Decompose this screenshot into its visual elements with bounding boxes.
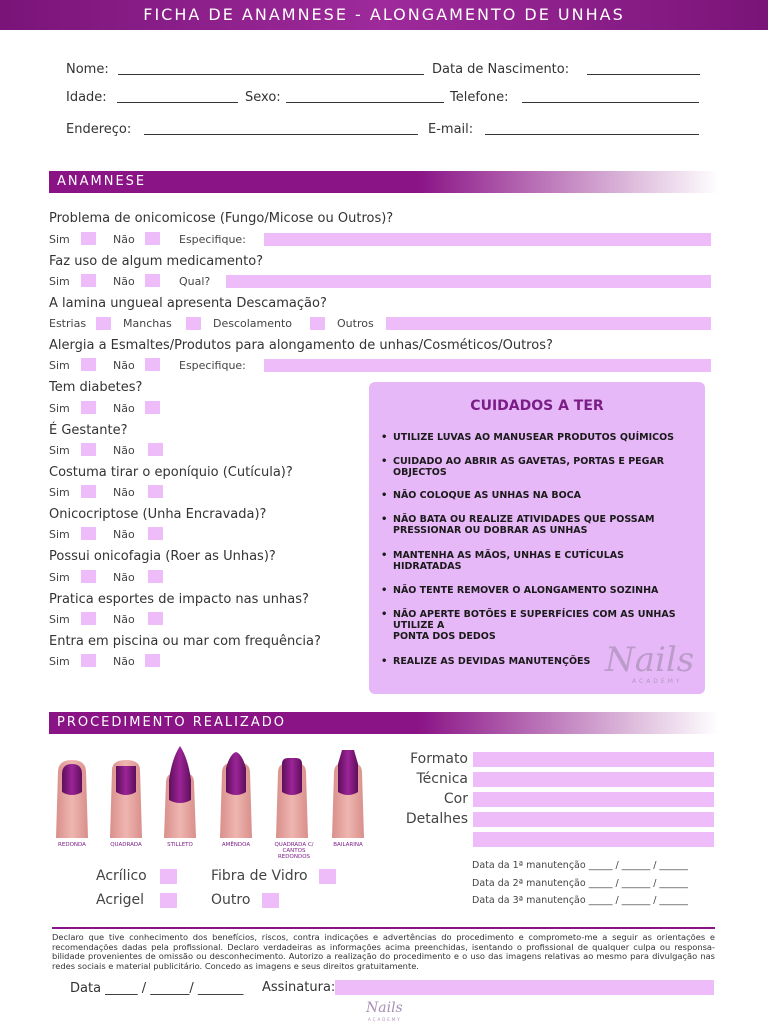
divider [52,927,715,929]
especifique-field[interactable] [264,233,711,246]
option-estrias-label: Estrias [49,317,87,330]
acrilico-label: Acrílico [96,868,147,884]
question-unha-encravada: Onicocriptose (Unha Encravada)? [49,507,267,522]
care-title: CUIDADOS A TER [470,398,604,414]
sexo-label: Sexo: [245,90,281,105]
checkbox-sim[interactable] [81,612,96,625]
checkbox-nao[interactable] [148,527,163,540]
declaration-text: Declaro que tive conhecimento dos benefícios, riscos, contra indicações e advertências do procedimento e comprometo-me a seguir as orientações e recomendações dadas pela profissional. Declaro verdadeiras as informações acima preenchidas, isentando o profissional de qualquer culpa ou responsa- bilidade provenientes de omissão ou desconhecimento. Autorizo a realização do procedimento e o uso das imagens relativas ao mesmo para divulgação nas redes sociais e material publicitário. Concedo as imagens e seus direitos gratuitamente. [52,932,715,971]
question-onicomicose: Problema de onicomicose (Fungo/Micose ou Outros)? [49,211,394,226]
option-sim-label: Sim [49,613,70,626]
option-sim-label: Sim [49,655,70,668]
bullet-icon: • [381,490,388,501]
nome-field[interactable] [118,74,424,75]
nail-label: BAILARINA [333,842,363,848]
endereco-label: Endereço: [66,122,132,137]
maintenance-1: Data da 1ª manutenção _____ / ______ / ______ [472,860,688,871]
maintenance-2: Data da 2ª manutenção _____ / ______ / ______ [472,878,688,889]
option-nao-label: Não [113,402,135,415]
care-item: UTILIZE LUVAS AO MANUSEAR PRODUTOS QUÍMICOS [393,432,675,443]
logo-subtitle: ACADEMY [632,678,683,685]
question-esportes: Pratica esportes de impacto nas unhas? [49,592,309,607]
option-nao-label: Não [113,233,135,246]
fibra-label: Fibra de Vidro [211,868,308,884]
especifique-label: Especifique: [179,359,246,372]
email-field[interactable] [485,134,699,135]
care-item: NÃO APERTE BOTÕES E SUPERFÍCIES COM AS UNHAS UTILIZE A PONTA DOS DEDOS [393,609,676,642]
checkbox-sim[interactable] [81,570,96,583]
idade-label: Idade: [66,90,107,105]
question-piscina: Entra em piscina ou mar com frequência? [49,634,321,649]
question-medicamento: Faz uso de algum medicamento? [49,254,264,269]
especifique-label: Especifique: [179,233,246,246]
page-title: FICHA DE ANAMNESE - ALONGAMENTO DE UNHAS [0,0,768,30]
procedure-section-title: PROCEDIMENTO REALIZADO [49,712,719,734]
checkbox-sim[interactable] [81,485,96,498]
tecnica-field[interactable] [473,772,714,787]
option-nao-label: Não [113,655,135,668]
bullet-icon: • [381,585,388,596]
outros-field[interactable] [386,317,711,330]
checkbox-descolamento[interactable] [310,317,325,330]
nascimento-label: Data de Nascimento: [432,62,570,77]
option-sim-label: Sim [49,528,70,541]
care-item: CUIDADO AO ABRIR AS GAVETAS, PORTAS E PEGAR OBJECTOS [393,456,665,478]
bullet-icon: • [381,609,388,620]
detalhes-label: Detalhes [405,811,468,827]
especifique-field[interactable] [264,359,711,372]
option-sim-label: Sim [49,275,70,288]
checkbox-outro[interactable] [262,893,279,908]
qual-label: Qual? [179,275,211,288]
checkbox-sim[interactable] [81,274,96,287]
question-gestante: É Gestante? [49,423,128,438]
option-manchas-label: Manchas [123,317,172,330]
care-item: NÃO COLOQUE AS UNHAS NA BOCA [393,490,581,501]
option-sim-label: Sim [49,571,70,584]
nail-shapes-illustration [50,742,380,840]
checkbox-acrigel[interactable] [160,893,177,908]
data-field[interactable]: Data _____ / ______/ _______ [70,981,244,996]
detalhes-field-extra[interactable] [473,832,714,847]
checkbox-acrilico[interactable] [160,869,177,884]
checkbox-nao[interactable] [145,401,160,414]
checkbox-sim[interactable] [81,401,96,414]
checkbox-sim[interactable] [81,232,96,245]
formato-label: Formato [410,751,468,767]
option-sim-label: Sim [49,486,70,499]
question-diabetes: Tem diabetes? [49,380,143,395]
nascimento-field[interactable] [587,74,700,75]
checkbox-fibra[interactable] [319,869,336,884]
option-nao-label: Não [113,359,135,372]
assinatura-field[interactable] [335,980,714,995]
question-roer-unhas: Possui onicofagia (Roer as Unhas)? [49,549,276,564]
qual-field[interactable] [226,275,711,288]
checkbox-sim[interactable] [81,443,96,456]
nail-bailarina [332,750,364,838]
nail-label: QUADRADA [110,842,142,848]
option-sim-label: Sim [49,402,70,415]
nail-redonda [56,760,88,838]
option-descolamento-label: Descolamento [213,317,293,330]
checkbox-nao[interactable] [148,485,163,498]
telefone-label: Telefone: [450,90,509,105]
option-sim-label: Sim [49,233,70,246]
bullet-icon: • [381,550,388,561]
checkbox-nao[interactable] [148,570,163,583]
question-descamacao: A lamina ungueal apresenta Descamação? [49,296,327,311]
nail-label: REDONDA [58,842,86,848]
option-sim-label: Sim [49,359,70,372]
option-nao-label: Não [113,613,135,626]
question-cuticula: Costuma tirar o eponíquio (Cutícula)? [49,465,293,480]
care-item: NÃO TENTE REMOVER O ALONGAMENTO SOZINHA [393,585,659,596]
checkbox-nao[interactable] [145,654,160,667]
bullet-icon: • [381,656,388,667]
option-nao-label: Não [113,528,135,541]
bullet-icon: • [381,432,388,443]
care-item: REALIZE AS DEVIDAS MANUTENÇÕES [393,656,591,667]
checkbox-estrias[interactable] [96,317,111,330]
option-nao-label: Não [113,571,135,584]
checkbox-nao[interactable] [145,274,160,287]
checkbox-nao[interactable] [145,232,160,245]
nome-label: Nome: [66,62,109,77]
checkbox-sim[interactable] [81,358,96,371]
footer-logo-subtitle: ACADEMY [368,1017,402,1022]
idade-field[interactable] [117,102,238,103]
option-outros-label: Outros [337,317,374,330]
care-item: NÃO BATA OU REALIZE ATIVIDADES QUE POSSAM PRESSIONAR OU DOBRAR AS UNHAS [393,514,655,536]
telefone-field[interactable] [522,102,699,103]
nail-amendoa [220,752,252,838]
checkbox-sim[interactable] [81,654,96,667]
option-nao-label: Não [113,444,135,457]
option-nao-label: Não [113,486,135,499]
acrigel-label: Acrigel [96,892,145,908]
cor-label: Cor [443,791,468,807]
anamnese-section-title: ANAMNESE [49,171,719,193]
tecnica-label: Técnica [416,771,468,787]
maintenance-3: Data da 3ª manutenção _____ / ______ / ______ [472,895,688,906]
checkbox-nao[interactable] [148,612,163,625]
cor-field[interactable] [473,792,714,807]
nail-quadrada-cantos-redondos [276,758,308,838]
nail-quadrada [110,760,142,838]
footer-logo: Nails [366,1000,403,1016]
detalhes-field[interactable] [473,812,714,827]
nail-stilleto [164,746,196,838]
checkbox-sim[interactable] [81,527,96,540]
outro-label: Outro [211,892,251,908]
question-alergia: Alergia a Esmaltes/Produtos para alongamento de unhas/Cosméticos/Outros? [49,338,553,353]
bullet-icon: • [381,514,388,525]
option-sim-label: Sim [49,444,70,457]
assinatura-label: Assinatura: [262,980,336,995]
option-nao-label: Não [113,275,135,288]
nail-label: AMÊNDOA [221,842,251,848]
checkbox-manchas[interactable] [186,317,201,330]
endereco-field[interactable] [144,134,418,135]
care-item: MANTENHA AS MÃOS, UNHAS E CUTÍCULAS HIDRATADAS [393,550,624,572]
nails-academy-logo: Nails [605,640,695,680]
checkbox-nao[interactable] [145,358,160,371]
formato-field[interactable] [473,752,714,767]
nail-label: QUADRADA C/ CANTOS REDONDOS [274,842,314,860]
email-label: E-mail: [428,122,474,137]
checkbox-nao[interactable] [148,443,163,456]
sexo-field[interactable] [286,102,444,103]
bullet-icon: • [381,456,388,467]
nail-label: STILLETO [167,842,193,848]
